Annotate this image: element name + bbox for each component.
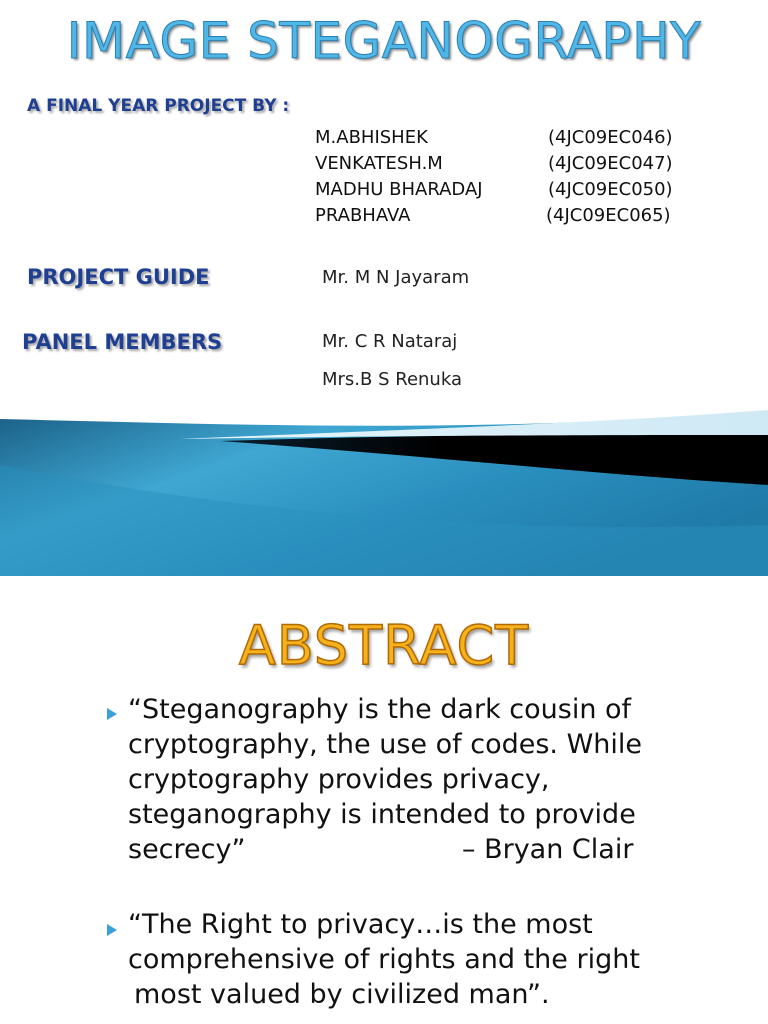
- quote-attribution: – Bryan Clair: [462, 834, 634, 865]
- triangle-bullet-icon: [107, 708, 117, 720]
- quote-line: cryptography, the use of codes. While: [128, 729, 642, 760]
- member-row: [315, 203, 715, 229]
- slide-title: IMAGE STEGANOGRAPHY: [66, 12, 702, 70]
- abstract-title: ABSTRACT: [238, 614, 530, 677]
- member-id: (4JC09EC065): [546, 205, 671, 226]
- member-id: (4JC09EC046): [548, 127, 673, 148]
- quote-steganography: [128, 692, 728, 867]
- abstract-slide: [0, 576, 768, 1024]
- member-row: [315, 125, 715, 151]
- quote-line: “The Right to privacy…is the most: [128, 909, 593, 940]
- decorative-wave-banner: [0, 405, 768, 576]
- quote-line: most valued by civilized man”.: [134, 979, 550, 1010]
- member-list: [315, 125, 715, 229]
- quote-line-last: [128, 832, 728, 867]
- project-by-heading: A FINAL YEAR PROJECT BY :: [27, 96, 290, 116]
- panel-member-name: Mrs.B S Renuka: [322, 369, 462, 390]
- member-row: [315, 177, 715, 203]
- member-name: PRABHAVA: [315, 205, 411, 226]
- quote-line: secrecy”: [128, 834, 246, 865]
- member-name: MADHU BHARADAJ: [315, 179, 483, 200]
- member-id: (4JC09EC047): [548, 153, 673, 174]
- member-id: (4JC09EC050): [548, 179, 673, 200]
- member-name: VENKATESH.M: [315, 153, 443, 174]
- member-name: M.ABHISHEK: [315, 127, 428, 148]
- quote-line: “Steganography is the dark cousin of: [128, 694, 632, 725]
- quote-line: steganography is intended to provide: [128, 799, 636, 830]
- project-guide-name: Mr. M N Jayaram: [322, 267, 470, 288]
- panel-member-name: Mr. C R Nataraj: [322, 331, 458, 352]
- quote-privacy: [128, 907, 728, 1012]
- project-guide-heading: PROJECT GUIDE: [27, 265, 210, 289]
- member-row: [315, 151, 715, 177]
- panel-members-heading: PANEL MEMBERS: [22, 330, 223, 354]
- quote-line: comprehensive of rights and the right: [128, 944, 640, 975]
- quote-line: cryptography provides privacy,: [128, 764, 550, 795]
- triangle-bullet-icon: [107, 924, 117, 936]
